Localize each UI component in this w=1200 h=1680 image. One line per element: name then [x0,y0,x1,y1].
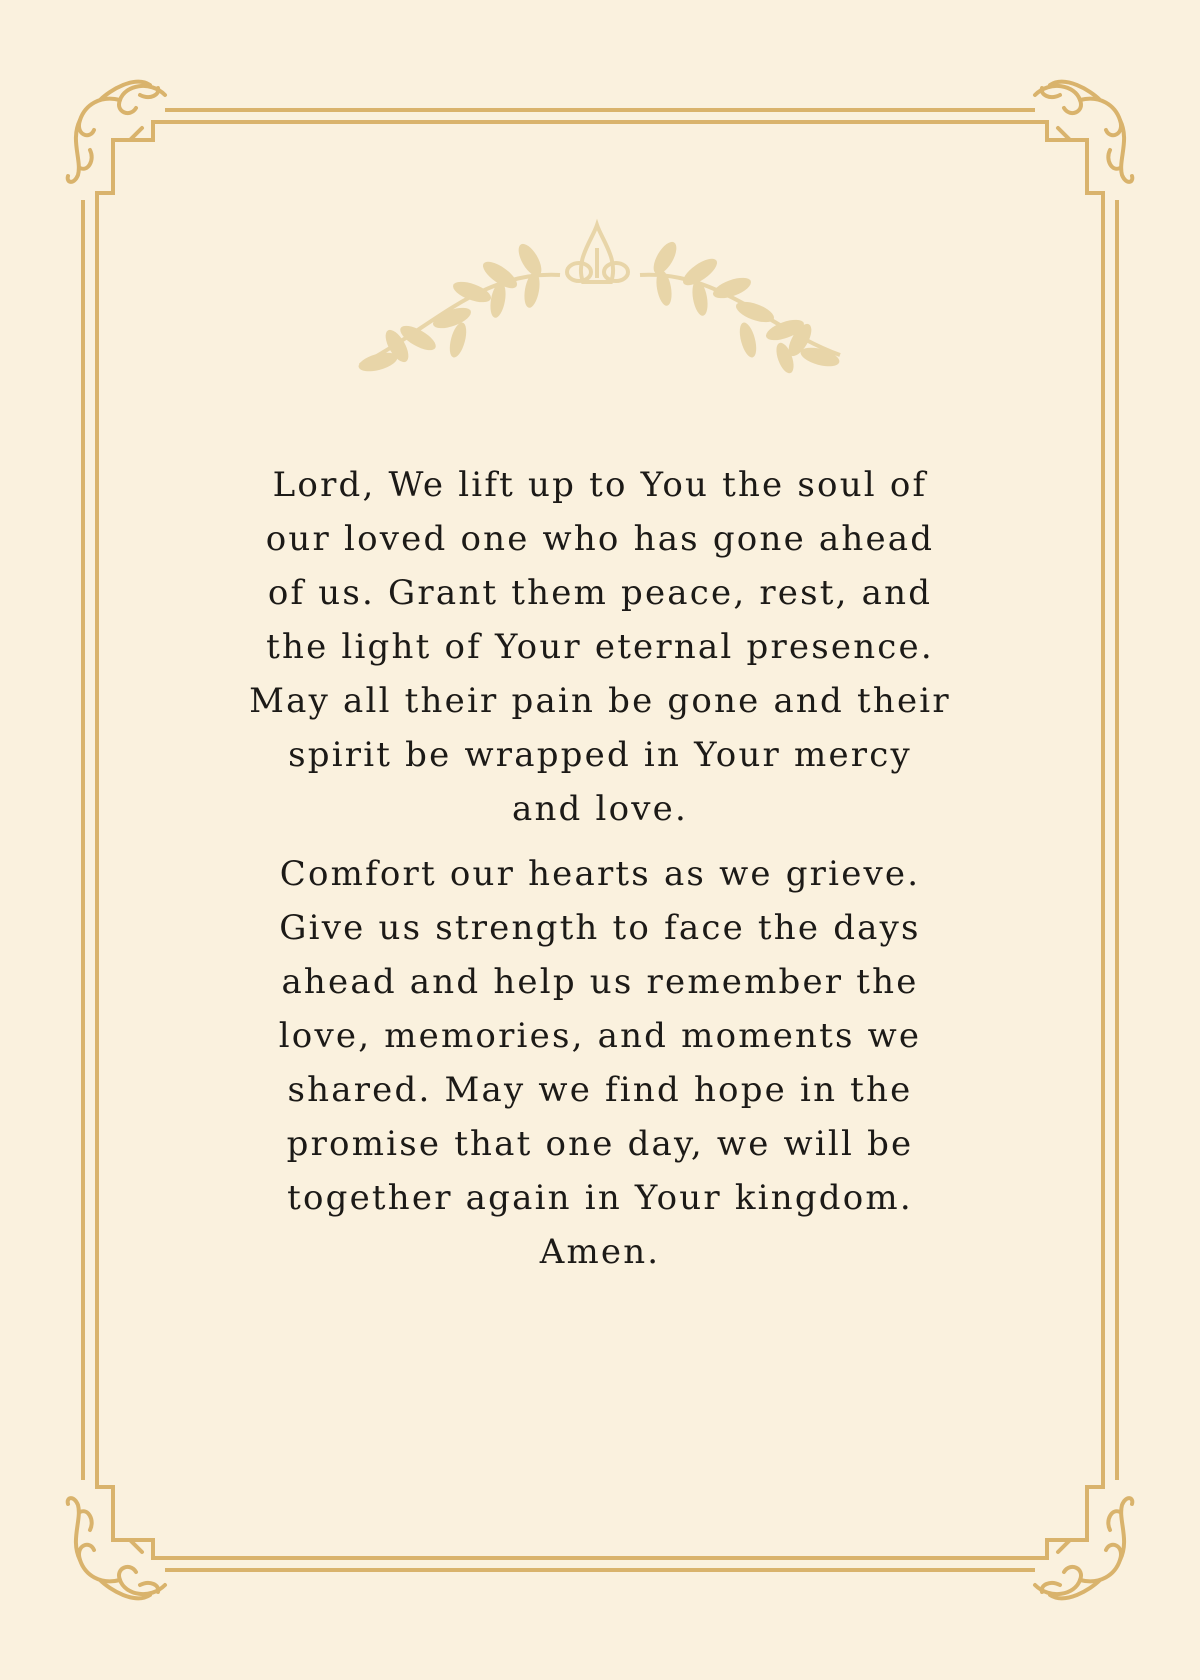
text-line: shared. May we find hope in the [287,1070,913,1110]
corner-flourish-top-right [1035,82,1132,182]
corner-flourish-bottom-left [68,1498,165,1598]
text-line: and love. [511,789,689,829]
text-line: the light of Your eternal presence. [266,627,934,667]
text-line: our loved one who has gone ahead [265,519,935,559]
prayer-paragraph-1 [200,458,1000,836]
text-line: May all their pain be gone and their [249,681,951,721]
text-line: Lord, We lift up to You the soul of [272,465,928,505]
text-line: ahead and help us remember the [281,962,919,1002]
text-line: spirit be wrapped in Your mercy [288,735,912,775]
text-line-amen: Amen. [539,1232,661,1272]
laurel-wreath-icon [357,225,842,375]
text-line: of us. Grant them peace, rest, and [267,573,933,613]
text-line: together again in Your kingdom. [287,1178,913,1218]
prayer-paragraph-2 [200,847,1000,1279]
text-line: promise that one day, we will be [286,1124,914,1164]
text-line: love, memories, and moments we [278,1016,922,1056]
corner-flourish-bottom-right [1035,1498,1132,1598]
text-line: Give us strength to face the days [279,908,921,948]
prayer-text [200,458,1000,1290]
text-line: Comfort our hearts as we grieve. [279,854,921,894]
corner-flourish-top-left [68,82,165,182]
